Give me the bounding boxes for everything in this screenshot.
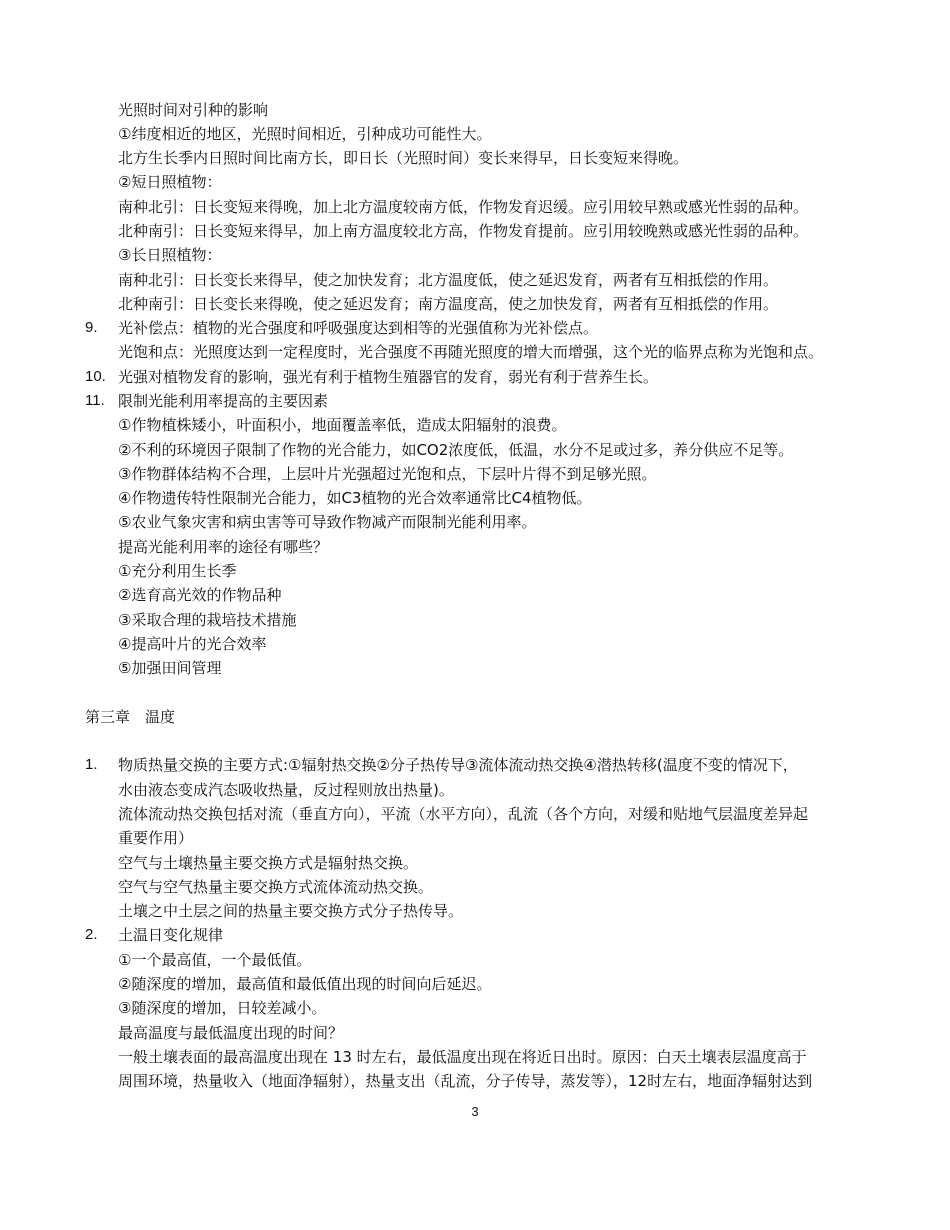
text-line: 土温日变化规律 xyxy=(118,926,224,944)
text-line: ③随深度的增加，日较差减小。 xyxy=(118,999,327,1017)
list-number: 11. xyxy=(85,392,105,409)
text-line: 光照时间对引种的影响 xyxy=(118,101,269,119)
text-line: 一般土壤表面的最高温度出现在 13 时左右，最低温度出现在将近日出时。原因：白天土壤表层温度高于 xyxy=(118,1048,807,1066)
text-line: ①纬度相近的地区，光照时间相近，引种成功可能性大。 xyxy=(118,125,492,143)
text-line: ③采取合理的栽培技术措施 xyxy=(118,611,297,629)
text-line: ④作物遗传特性限制光合能力，如C3植物的光合效率通常比C4植物低。 xyxy=(118,489,592,507)
text-line: 水由液态变成汽态吸收热量，反过程则放出热量)。 xyxy=(118,781,454,799)
text-line: 光强对植物发育的影响，强光有利于植物生殖器官的发育，弱光有利于营养生长。 xyxy=(118,368,659,386)
text-line: 空气与土壤热量主要交换方式是辐射热交换。 xyxy=(118,854,419,872)
text-line: 空气与空气热量主要交换方式流体流动热交换。 xyxy=(118,878,434,896)
text-line: 流体流动热交换包括对流（垂直方向），平流（水平方向），乱流（各个方向，对缓和贴地气层温度差异起 xyxy=(118,805,809,823)
text-line: 北方生长季内日照时间比南方长，即日长（光照时间）变长来得早，日长变短来得晚。 xyxy=(118,149,689,167)
text-line: 光饱和点：光照度达到一定程度时，光合强度不再随光照度的增大而增强，这个光的临界点称为光饱和点。 xyxy=(118,343,824,361)
list-number: 10. xyxy=(85,368,106,385)
text-line: ②不利的环境因子限制了作物的光合能力，如CO2浓度低，低温，水分不足或过多，养分供应不足等。 xyxy=(118,441,794,459)
text-line: 限制光能利用率提高的主要因素 xyxy=(118,392,329,410)
text-line: 南种北引：日长变长来得早，使之加快发育；北方温度低，使之延迟发育，两者有互相抵偿的作用。 xyxy=(118,271,779,289)
text-line: ⑤加强田间管理 xyxy=(118,659,222,677)
text-line: 北种南引：日长变短来得早，加上南方温度较北方高，作物发育提前。应引用较晚熟或感光性弱的品种。 xyxy=(118,222,809,240)
text-line: ②选育高光效的作物品种 xyxy=(118,586,282,604)
text-line: 光补偿点：植物的光合强度和呼吸强度达到相等的光强值称为光补偿点。 xyxy=(118,319,599,337)
text-line: ②短日照植物： xyxy=(118,173,222,191)
list-number: 2. xyxy=(85,926,98,943)
chapter-heading: 第三章 温度 xyxy=(85,708,176,726)
text-line: 物质热量交换的主要方式:①辐射热交换②分子热传导③流体流动热交换④潜热转移(温度不变的情况下， xyxy=(118,756,798,774)
text-line: 土壤之中土层之间的热量主要交换方式分子热传导。 xyxy=(118,902,464,920)
text-line: ①充分利用生长季 xyxy=(118,562,237,580)
text-line: ④提高叶片的光合效率 xyxy=(118,635,267,653)
text-line: 北种南引：日长变长来得晚，使之延迟发育；南方温度高，使之加快发育，两者有互相抵偿的作用。 xyxy=(118,295,779,313)
text-line: 最高温度与最低温度出现的时间？ xyxy=(118,1024,344,1042)
text-line: 重要作用） xyxy=(118,829,194,847)
text-line: 提高光能利用率的途径有哪些？ xyxy=(118,538,329,556)
text-line: ③作物群体结构不合理，上层叶片光强超过光饱和点，下层叶片得不到足够光照。 xyxy=(118,465,657,483)
text-line: 南种北引：日长变短来得晚，加上北方温度较南方低，作物发育迟缓。应引用较早熟或感光性弱的品种。 xyxy=(118,198,809,216)
list-number: 9. xyxy=(85,319,98,336)
text-line: ②随深度的增加，最高值和最低值出现的时间向后延迟。 xyxy=(118,975,492,993)
text-line: ③长日照植物： xyxy=(118,246,222,264)
text-line: 周围环境，热量收入（地面净辐射），热量支出（乱流，分子传导，蒸发等），12时左右，地面净辐射达到 xyxy=(118,1072,813,1090)
page-number: 3 xyxy=(471,1104,479,1119)
text-line: ①一个最高值，一个最低值。 xyxy=(118,951,312,969)
text-line: ⑤农业气象灾害和病虫害等可导致作物减产而限制光能利用率。 xyxy=(118,513,537,531)
text-line: ①作物植株矮小，叶面积小，地面覆盖率低，造成太阳辐射的浪费。 xyxy=(118,416,567,434)
list-number: 1. xyxy=(85,756,98,773)
